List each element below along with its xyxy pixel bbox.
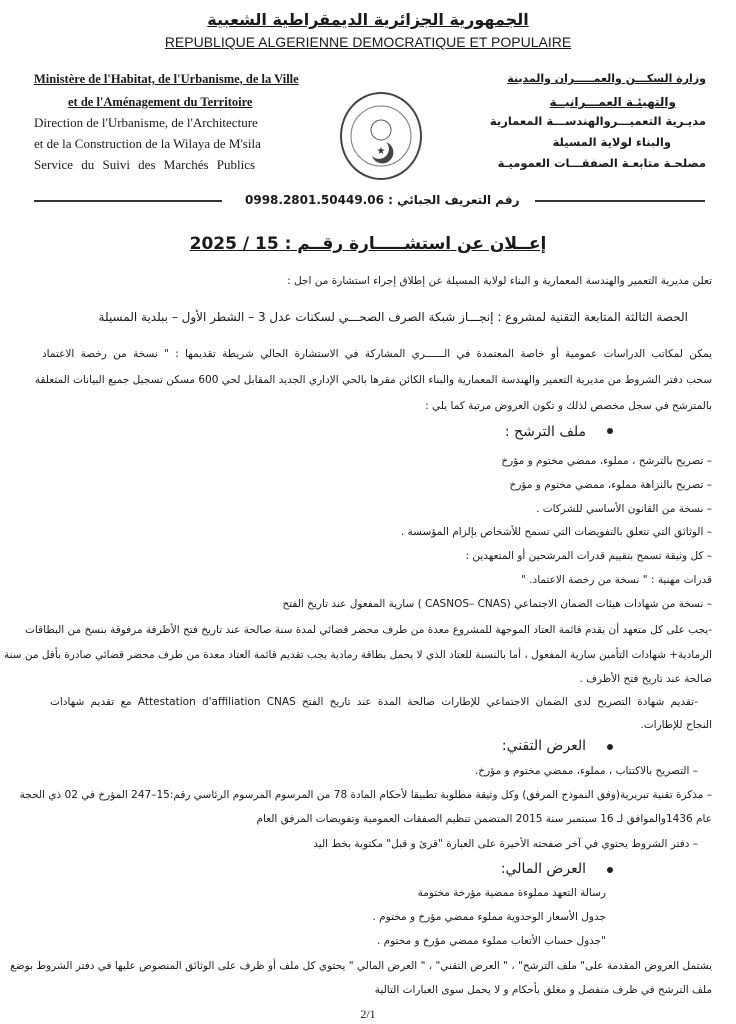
direction-line-ar: مديـرية التعميـــروالهندســـة المعمارية (489, 114, 706, 128)
direction-line: et de la Construction de la Wilaya de M'sila (34, 136, 261, 151)
ministry-line-ar: والتهيئـة العمـــرانيــة (549, 95, 676, 109)
announcement-title: إعــلان عن استشـــــارة رقــم : 15 / 2025 (189, 234, 547, 254)
list-item: – دفتر الشروط يحتوي في آخر صفحته الأخيرة على العبارة "قرئ و قبل" مكتوبة بخط اليد (313, 838, 698, 850)
ministry-line-ar: وزارة السكـــن والعمـــــران والمدينة (507, 72, 706, 85)
bullet-icon (607, 428, 613, 434)
paragraph-line: يشتمل العروض المقدمة على" ملف الترشح" ، " العرض التقني" ، " العرض المالي " يحتوي كل ملف أو ظرف على الوثائق المنصوص عليها في دفتر الشروط بوضع (10, 960, 712, 972)
bullet-icon (607, 744, 613, 750)
list-item: قدرات مهنية : " نسخة من رخصة الاعتماد. " (521, 574, 712, 586)
direction-line: Direction de l'Urbanisme, de l'Architecture (34, 115, 258, 130)
list-item: – نسخة من القانون الأساسي للشركات . (536, 503, 712, 515)
emblem (340, 92, 422, 180)
emblem-icon (342, 94, 420, 178)
paragraph-line: بالمترشح في سجل مخصص لذلك و تكون العروض مرتبة كما يلي : (425, 400, 712, 412)
list-item: "جدول حساب الأتعاب مملوء ممضي مؤرخ و مختوم . (376, 935, 606, 947)
republic-title-ar: الجمهورية الجزائرية الديمقراطية الشعبية (207, 10, 529, 29)
service-line: Service du Suivi des Marchés Publics (34, 157, 256, 172)
paragraph-line: يمكن لمكاتب الدراسات عمومية أو خاصة المعتمدة في الــــــري المشاركة في الاستشارة الحالي شريطة تقديمها : " نسخة من رخصة الاعتماد (42, 348, 712, 360)
republic-title-fr: REPUBLIQUE ALGERIENNE DEMOCRATIQUE ET POPULAIRE (164, 34, 572, 50)
list-item: جدول الأسعار الوحدوية مملوء ممضي مؤرخ و مختوم . (372, 911, 606, 923)
list-item: – التصريح بالاكتتاب ، مملوء، ممضي مختوم و مؤرخ. (474, 765, 698, 777)
list-item: رسالة التعهد مملوءة ممضية مؤرخة مختومة (417, 887, 606, 899)
service-line-ar: مصلحـة متابعـة الصفقـــات العموميـة (497, 156, 706, 170)
list-item: – نسخة من شهادات هيئات الضمان الاجتماعي (CASNOS– CNAS ) سارية المفعول عند تاريخ الفتح (282, 598, 712, 610)
paragraph-line: -تقديم شهادة التصريح لدى الضمان الاجتماعي للإطارات صالحة المدة عند تاريخ الفتح Attestation d'affiliation CNAS مع تقديم شهادات (50, 696, 698, 708)
bullet-icon (607, 867, 613, 873)
list-item: – كل وثيقة تسمح بتقييم قدرات المرشحين أو المتعهدين : (465, 550, 712, 562)
paragraph-line: ملف الترشح في ظرف منفصل و مغلق بأحكام و لا يحمل سوى العبارات التالية (374, 984, 712, 996)
page-number: 2/1 (360, 1007, 376, 1021)
section-heading-candidature: ملف الترشح : (504, 424, 586, 440)
section-heading-financial: العرض المالي: (500, 861, 586, 877)
project-text: الحصة الثالثة المتابعة التقنية لمشروع : إنجـــاز شبكة الصرف الصحـــي لسكنات عدل 3 – الشطر الأول – ببلدية المسيلة (98, 310, 688, 324)
paragraph-line: -يجب على كل متعهد أن يقدم قائمة العتاد الموجهة للمشروع معدة من طرف محضر قضائي لمدة سنة صالحة عند تاريخ فتح الأظرفة مرفوقة بنسخ من البطاقات (25, 624, 712, 636)
paragraph-line: صالحة عند تاريخ فتح الأظرف . (579, 673, 712, 685)
paragraph-line: سحب دفتر الشروط من مديرية التعمير والهندسة المعمارية والبناء الكائن مقرها بالحي الإداري الجديد المقابل لحي 600 مسكن تسجيل جميع البيانات المتعلقة (34, 374, 712, 386)
list-item: – مذكرة تقنية تبريرية(وفق النموذج المرفق) وكل وثيقة مطلوبة تطبيقا لأحكام المادة 78 من المرسوم المرسوم الرئاسي رقم:15–247 المؤرخ في 02 ذي الحجة (19, 789, 712, 801)
ministry-line: Ministère de l'Habitat, de l'Urbanisme, de la Ville (34, 72, 299, 86)
tax-id: رقم التعريف الجبائي : 0998.2801.50449.06 (245, 193, 520, 207)
list-item: – تصريح بالنزاهة مملوء، ممضي مختوم و مؤرخ (509, 479, 712, 491)
paragraph-line: الرمادية+ شهادات التأمين سارية المفعول ، أما بالنسبة للعتاد الذي لا يحمل بطاقة رمادية يجب تقديم قائمة العتاد معدة من طرف محضر قضائي صادرة بأقل من سنة (3, 649, 712, 661)
list-item: – الوثائق التي تتعلق بالتفويضات التي تسمح للأشخاص بإلزام المؤسسة . (400, 526, 712, 538)
paragraph-line: النجاح للإطارات. (640, 719, 712, 731)
direction-line-ar: والبناء لولاية المسيلة (552, 135, 671, 149)
svg-text:★: ★ (376, 146, 386, 157)
ministry-line: et de l'Aménagement du Territoire (68, 95, 253, 109)
intro-text: تعلن مديرية التعمير والهندسة المعمارية و البناء لولاية المسيلة عن إطلاق إجراء استشارة من اجل : (287, 275, 712, 287)
divider (535, 200, 705, 202)
list-item: – تصريح بالترشح ، مملوء، ممضي مختوم و مؤرخ (501, 455, 712, 467)
list-item: عام 1436والموافق لـ 16 سبتمبر سنة 2015 المتضمن تنظيم الصفقات العمومية وتفويضات المرفق العام (256, 813, 712, 825)
section-heading-technical: العرض التقني: (501, 738, 586, 754)
divider (34, 200, 222, 202)
